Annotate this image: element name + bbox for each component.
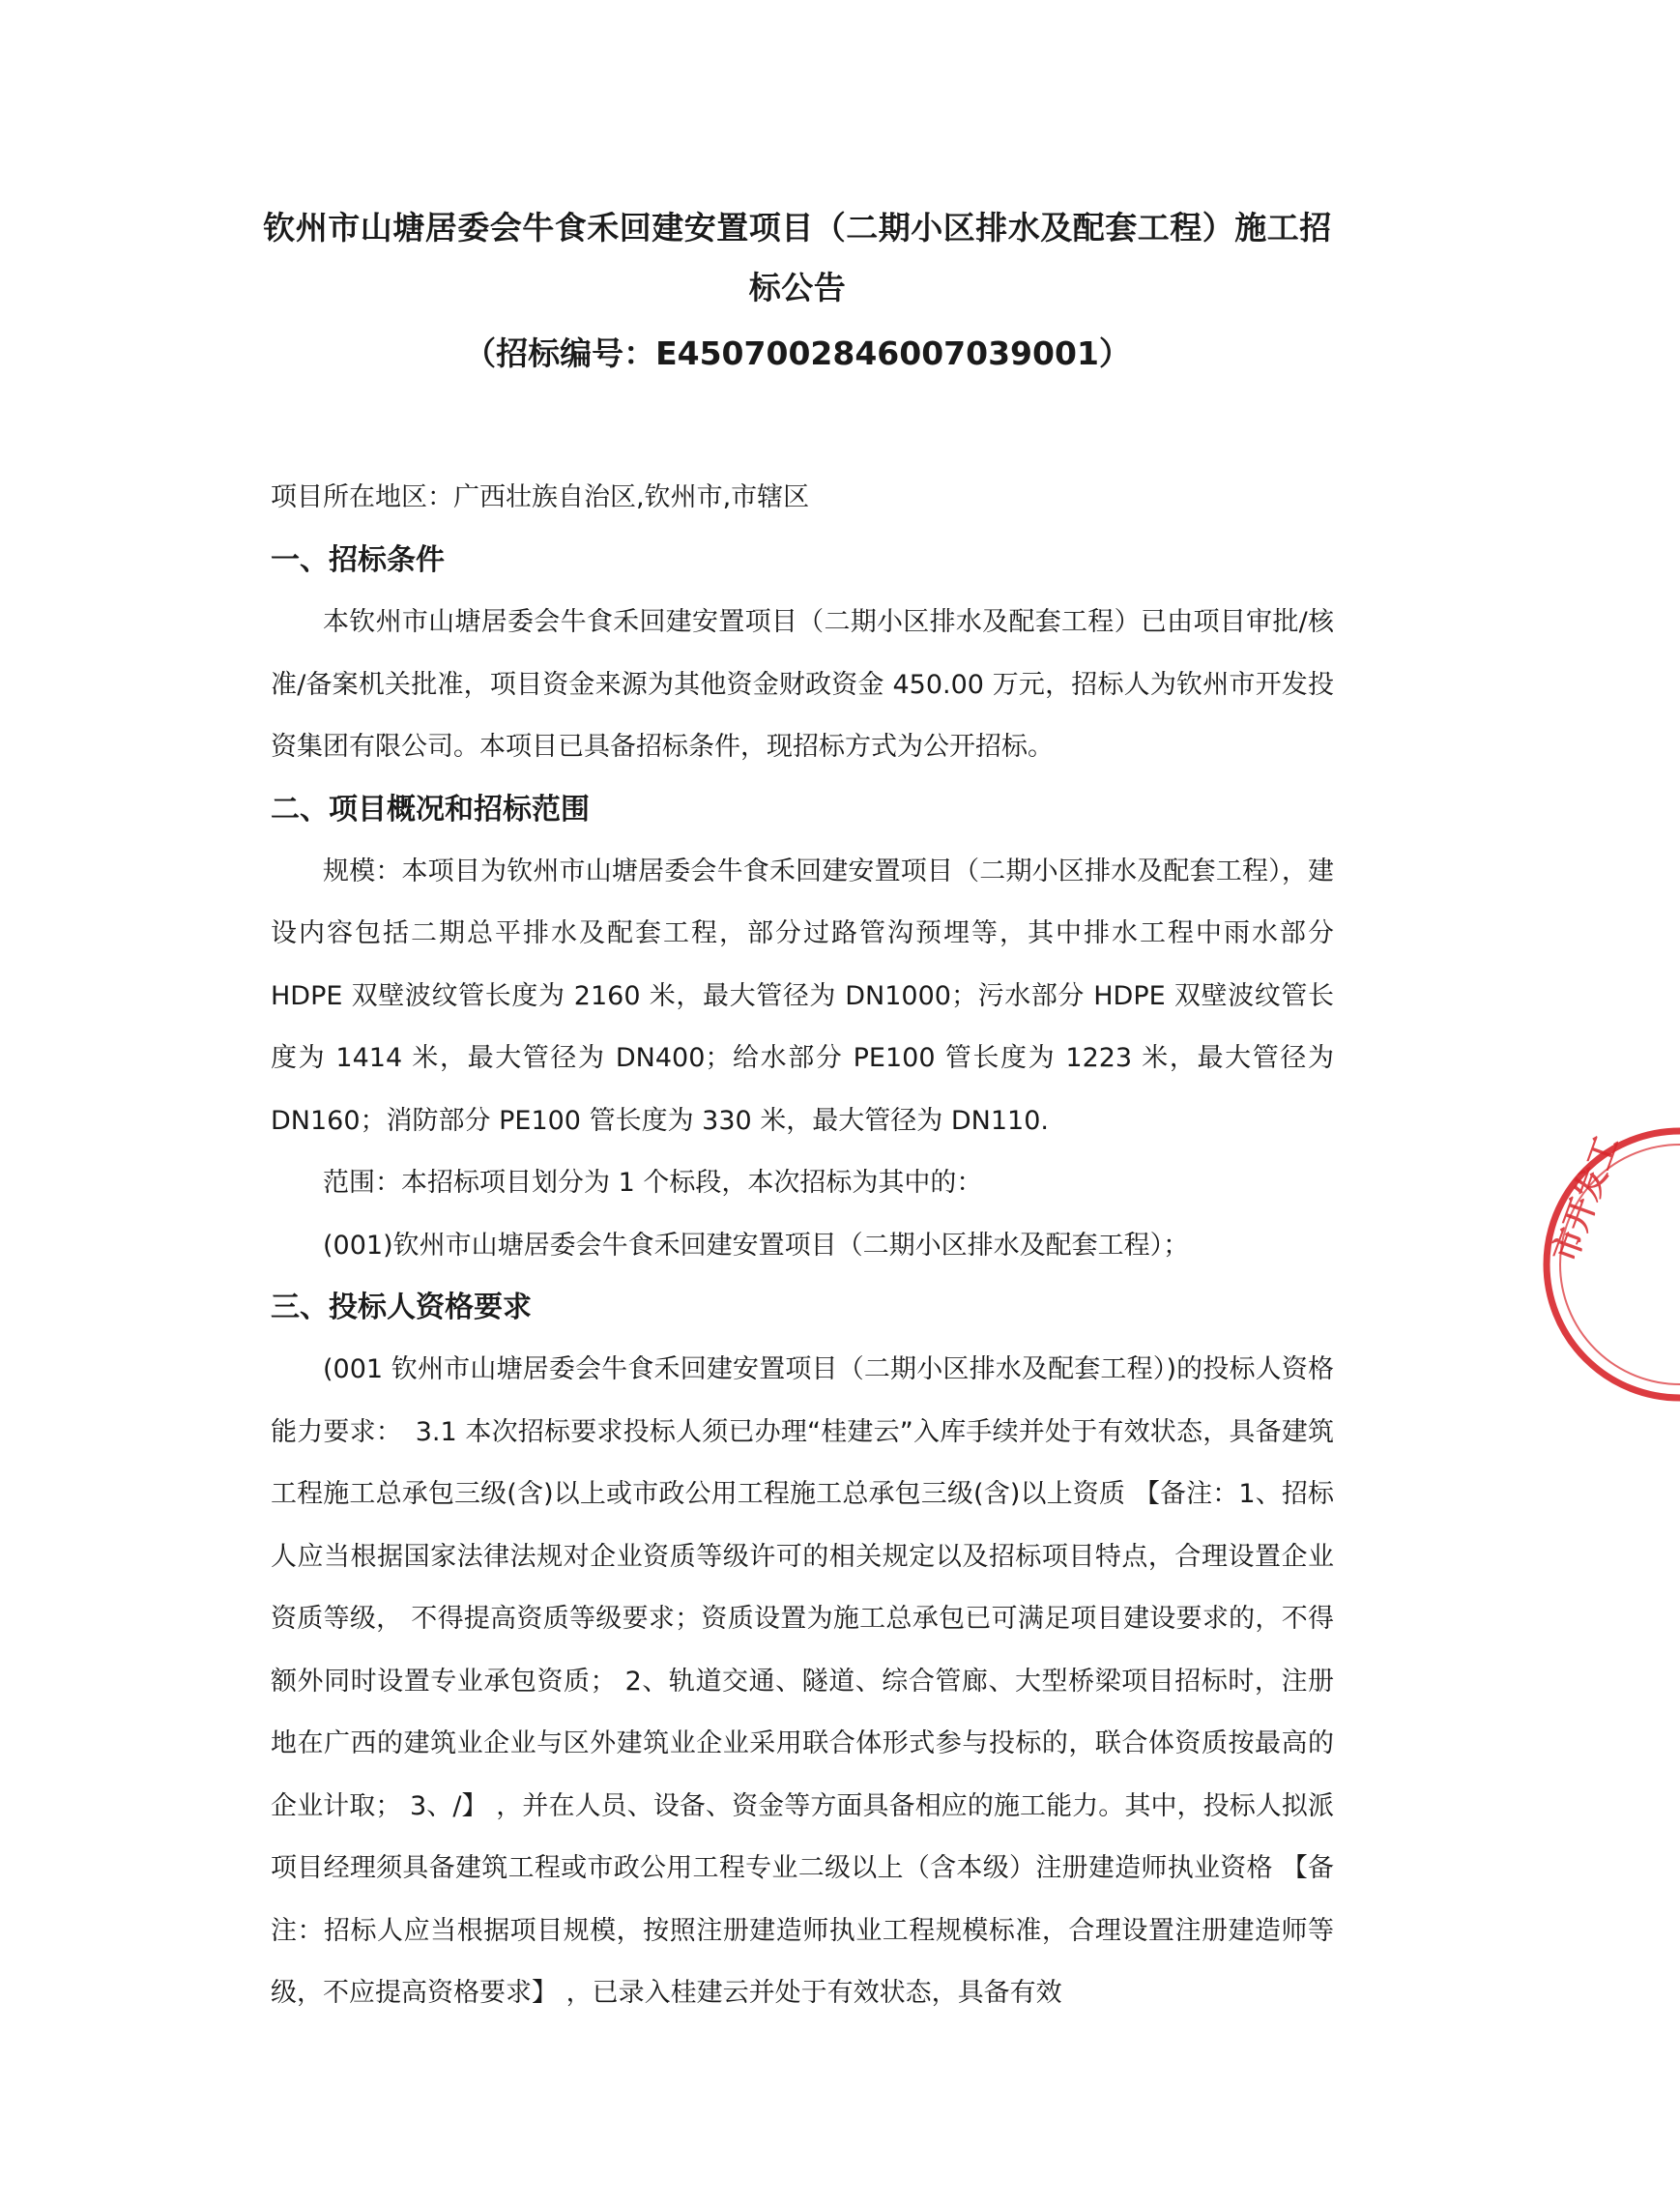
company-seal-stamp [1535, 1119, 1680, 1409]
svg-text:市开发工: 市开发工 [1545, 1130, 1627, 1268]
section-heading-project-overview: 二、项目概况和招标范围 [271, 792, 590, 827]
paragraph-bidding-conditions: 本钦州市山塘居委会牛食禾回建安置项目（二期小区排水及配套工程）已由项目审批/核准/备案机关批准，项目资金来源为其他资金财政资金 450.00 万元，招标人为钦州市开发投资集团有限公司。本项目已具备招标条件，现招标方式为公开招标。 [271, 607, 1334, 762]
project-region: 项目所在地区：广西壮族自治区,钦州市,市辖区 [271, 482, 810, 512]
paragraph-project-scope: 范围：本招标项目划分为 1 个标段，本次招标为其中的： [323, 1168, 983, 1198]
section-heading-bidder-qualification: 三、投标人资格要求 [271, 1291, 532, 1324]
paragraph-bidder-qualification: (001 钦州市山塘居委会牛食禾回建安置项目（二期小区排水及配套工程）)的投标人资格能力要求： 3.1 本次招标要求投标人须已办理“桂建云”入库手续并处于有效状态，具备建筑工程施工总承包三级(含)以上或市政公用工程施工总承包三级(含)以上资质 【备注：1、招标人应当根据国家法律法规对企业资质等级许可的相关规定以及招标项目特点，合理设置企业资质等级， 不得提高资质等级要求；资质设置为施工总承包已可满足项目建设要求的，不得额外同时设置专业承包资质； 2、轨道交通、隧道、综合管廊、大型桥梁项目招标时，注册地在广西的建筑业企业与区外建筑业企业采用联合体形式参与投标的，联合体资质按最高的企业计取； 3、/】 ，并在人员、设备、资金等方面具备相应的施工能力。其中，投标人拟派项目经理须具备建筑工程或市政公用工程专业二级以上（含本级）注册建造师执业资格 【备注：招标人应当根据项目规模，按照注册建造师执业工程规模标准，合理设置注册建造师等级，不应提高资格要求】 ，已录入桂建云并处于有效状态，具备有效 [271, 1354, 1334, 2008]
paragraph-project-scale: 规模：本项目为钦州市山塘居委会牛食禾回建安置项目（二期小区排水及配套工程），建设内容包括二期总平排水及配套工程，部分过路管沟预埋等，其中排水工程中雨水部分 HDPE 双壁波纹管长度为 2160 米，最大管径为 DN1000；污水部分 HDPE 双壁波纹管长度为 1414 米，最大管径为 DN400；给水部分 PE100 管长度为 1223 米，最大管径为 DN160；消防部分 PE100 管长度为 330 米，最大管径为 DN110. [271, 856, 1334, 1136]
title-block [261, 198, 1334, 378]
paragraph-lot-001: (001)钦州市山塘居委会牛食禾回建安置项目（二期小区排水及配套工程）； [323, 1230, 1190, 1261]
document-title: 钦州市山塘居委会牛食禾回建安置项目（二期小区排水及配套工程）施工招标公告 [263, 209, 1332, 306]
section-heading-bidding-conditions: 一、招标条件 [271, 543, 445, 577]
bid-number: （招标编号：E4507002846007039001） [464, 334, 1131, 372]
document-body [271, 466, 1334, 2025]
